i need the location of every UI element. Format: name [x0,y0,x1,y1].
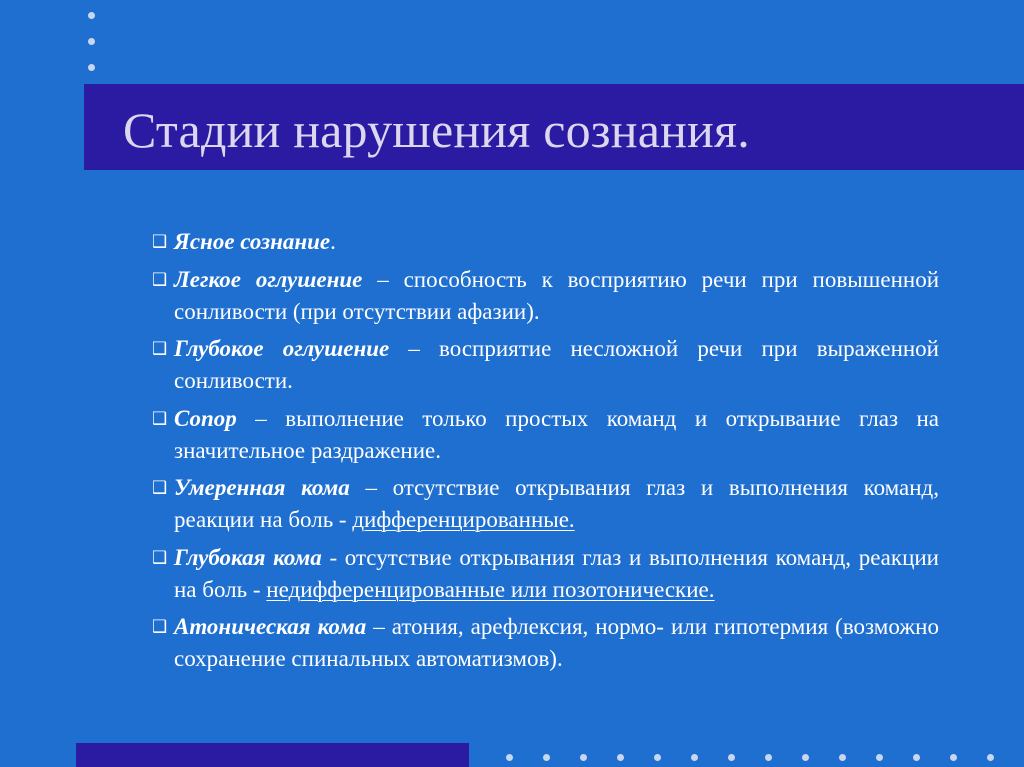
list-item [152,472,939,536]
list-item [152,542,939,606]
item-text: способность к восприятию речи при повышенной сонливости (при отсутствии афазии). [174,266,939,324]
dot [987,754,994,761]
item-text: выполнение только простых команд и открывание глаз на значительное раздражение. [174,405,940,463]
dot [728,754,735,761]
item-text: восприятие несложной речи при выраженной сонливости. [174,336,939,393]
item-term: Атоническая кома [174,614,367,639]
item-term: Сопор [174,405,237,431]
dot [506,754,513,761]
item-text: атония, арефлексия, нормо- или гипотермия (возможно сохранение спинальных автоматизмов). [174,614,939,671]
dot [765,754,772,761]
item-term: Ясное сознание [174,229,331,254]
dot [691,754,698,761]
list-item [152,611,939,675]
dot [88,64,95,71]
slide-title: Стадии нарушения сознания. [123,102,750,158]
dot [913,754,920,761]
checkbox-bullet-icon: ❑ [152,408,168,429]
bullet-list [152,226,939,681]
checkbox-bullet-icon: ❑ [152,478,168,498]
dot [543,754,550,761]
dot [88,38,95,45]
item-underlined-text: дифференцированные. [352,507,575,532]
dot [617,754,624,761]
dot [802,754,809,761]
checkbox-bullet-icon: ❑ [152,339,168,359]
item-term: Легкое оглушение [174,266,363,292]
item-term: Умеренная кома [174,475,350,500]
item-underlined-text: недифференцированные или позотонические. [266,576,715,602]
checkbox-bullet-icon: ❑ [152,547,168,568]
dot [654,754,661,761]
dot [950,754,957,761]
list-item [152,403,939,467]
item-term: Глубокое оглушение [174,336,390,361]
dot [580,754,587,761]
dot [876,754,883,761]
list-item [152,226,939,258]
item-dash: – [362,266,404,292]
checkbox-bullet-icon: ❑ [152,269,168,290]
bottom-accent-bar [76,743,469,767]
checkbox-bullet-icon: ❑ [152,232,168,252]
item-text: . [330,229,336,254]
dot [839,754,846,761]
decorative-dots-left [88,12,96,90]
list-item [152,333,939,397]
item-term: Глубокая кома [174,544,322,570]
decorative-dots-bottom [506,754,1024,762]
item-dash: – [366,614,392,639]
item-dash: - [321,544,345,570]
item-text: отсутствие открывания глаз и выполнения команд, реакции на боль - [174,544,939,602]
item-text: отсутствие открывания глаз и выполнения команд, реакции на боль - [174,475,939,532]
item-dash: – [349,475,393,500]
dot [88,12,95,19]
checkbox-bullet-icon: ❑ [152,617,168,637]
list-item [152,264,939,328]
item-dash: – [389,336,440,361]
item-dash: – [236,405,286,431]
